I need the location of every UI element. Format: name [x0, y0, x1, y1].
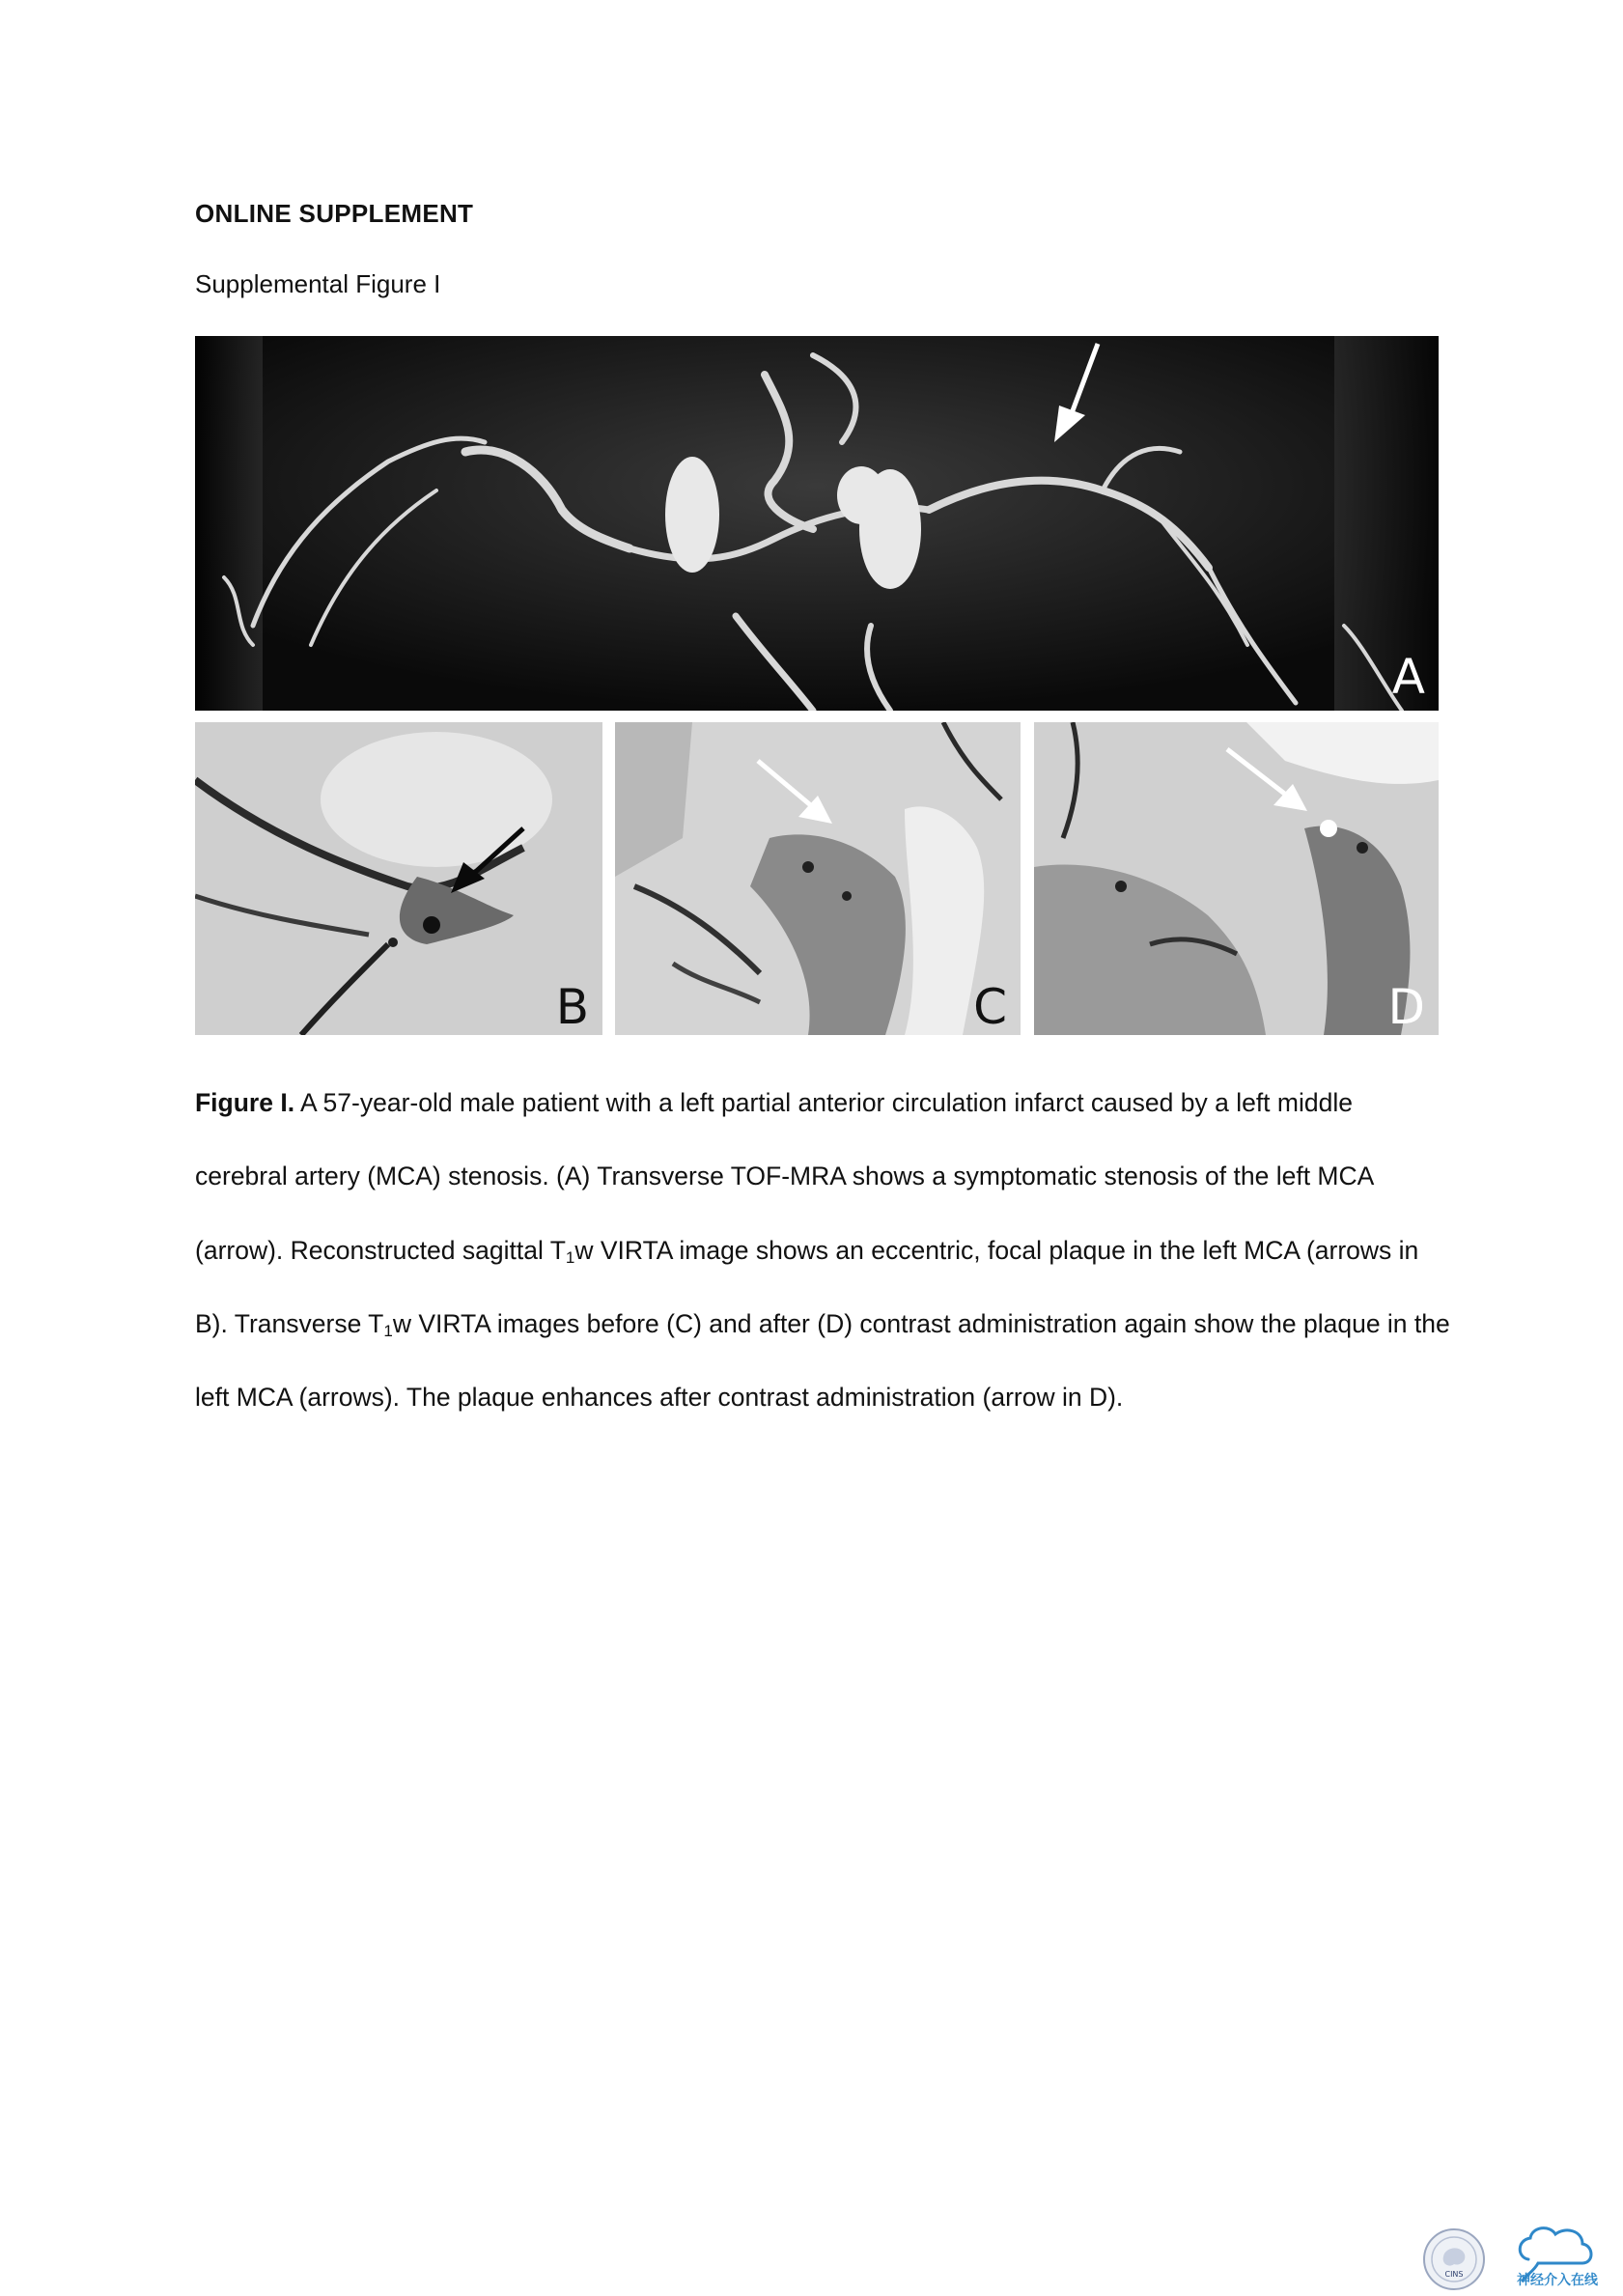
postcontrast-illustration	[1034, 722, 1439, 1035]
figure-caption	[195, 1066, 1450, 1434]
supplement-heading: ONLINE SUPPLEMENT	[195, 199, 474, 228]
caption-text-part2: w VIRTA image shows an eccentric, focal plaque in the left MCA (arrows in B). Transverse T	[195, 1235, 1419, 1338]
caption-text-part3: w VIRTA images before (C) and after (D) contrast administration again show the plaque in the left MCA (arrows). The plaque enhances after contrast administration (arrow in D).	[195, 1308, 1450, 1413]
panel-label-c: C	[973, 979, 1007, 1035]
caption-subscript-1: 1	[565, 1247, 575, 1267]
panel-label-d: D	[1387, 979, 1425, 1035]
caption-title: Figure I.	[195, 1088, 295, 1117]
brand-logo	[1515, 2221, 1623, 2290]
cins-logo-text: CINS	[1444, 2270, 1464, 2279]
panel-label-b: B	[555, 979, 589, 1035]
panel-d-postcontrast-image	[1034, 722, 1439, 1035]
precontrast-illustration	[615, 722, 1021, 1035]
caption-subscript-2: 1	[383, 1321, 393, 1340]
panel-b-sagittal-image	[195, 722, 602, 1035]
caption-text-part1: A 57-year-old male patient with a left partial anterior circulation infarct caused by a left middle cerebral artery (MCA) stenosis. (A) Transverse TOF-MRA shows a symptomatic stenosis of the left MCA (arrow). Reconstructed sagittal T	[195, 1088, 1373, 1265]
panel-a-mra-image	[195, 336, 1439, 711]
mra-illustration	[195, 336, 1439, 711]
cins-seal-logo	[1422, 2227, 1486, 2291]
figure-subheading: Supplemental Figure I	[195, 269, 441, 298]
brand-logo-text: 神经介入在线	[1517, 2273, 1598, 2288]
panel-label-a: A	[1391, 649, 1425, 705]
sagittal-illustration	[195, 722, 602, 1035]
panel-c-precontrast-image	[615, 722, 1021, 1035]
